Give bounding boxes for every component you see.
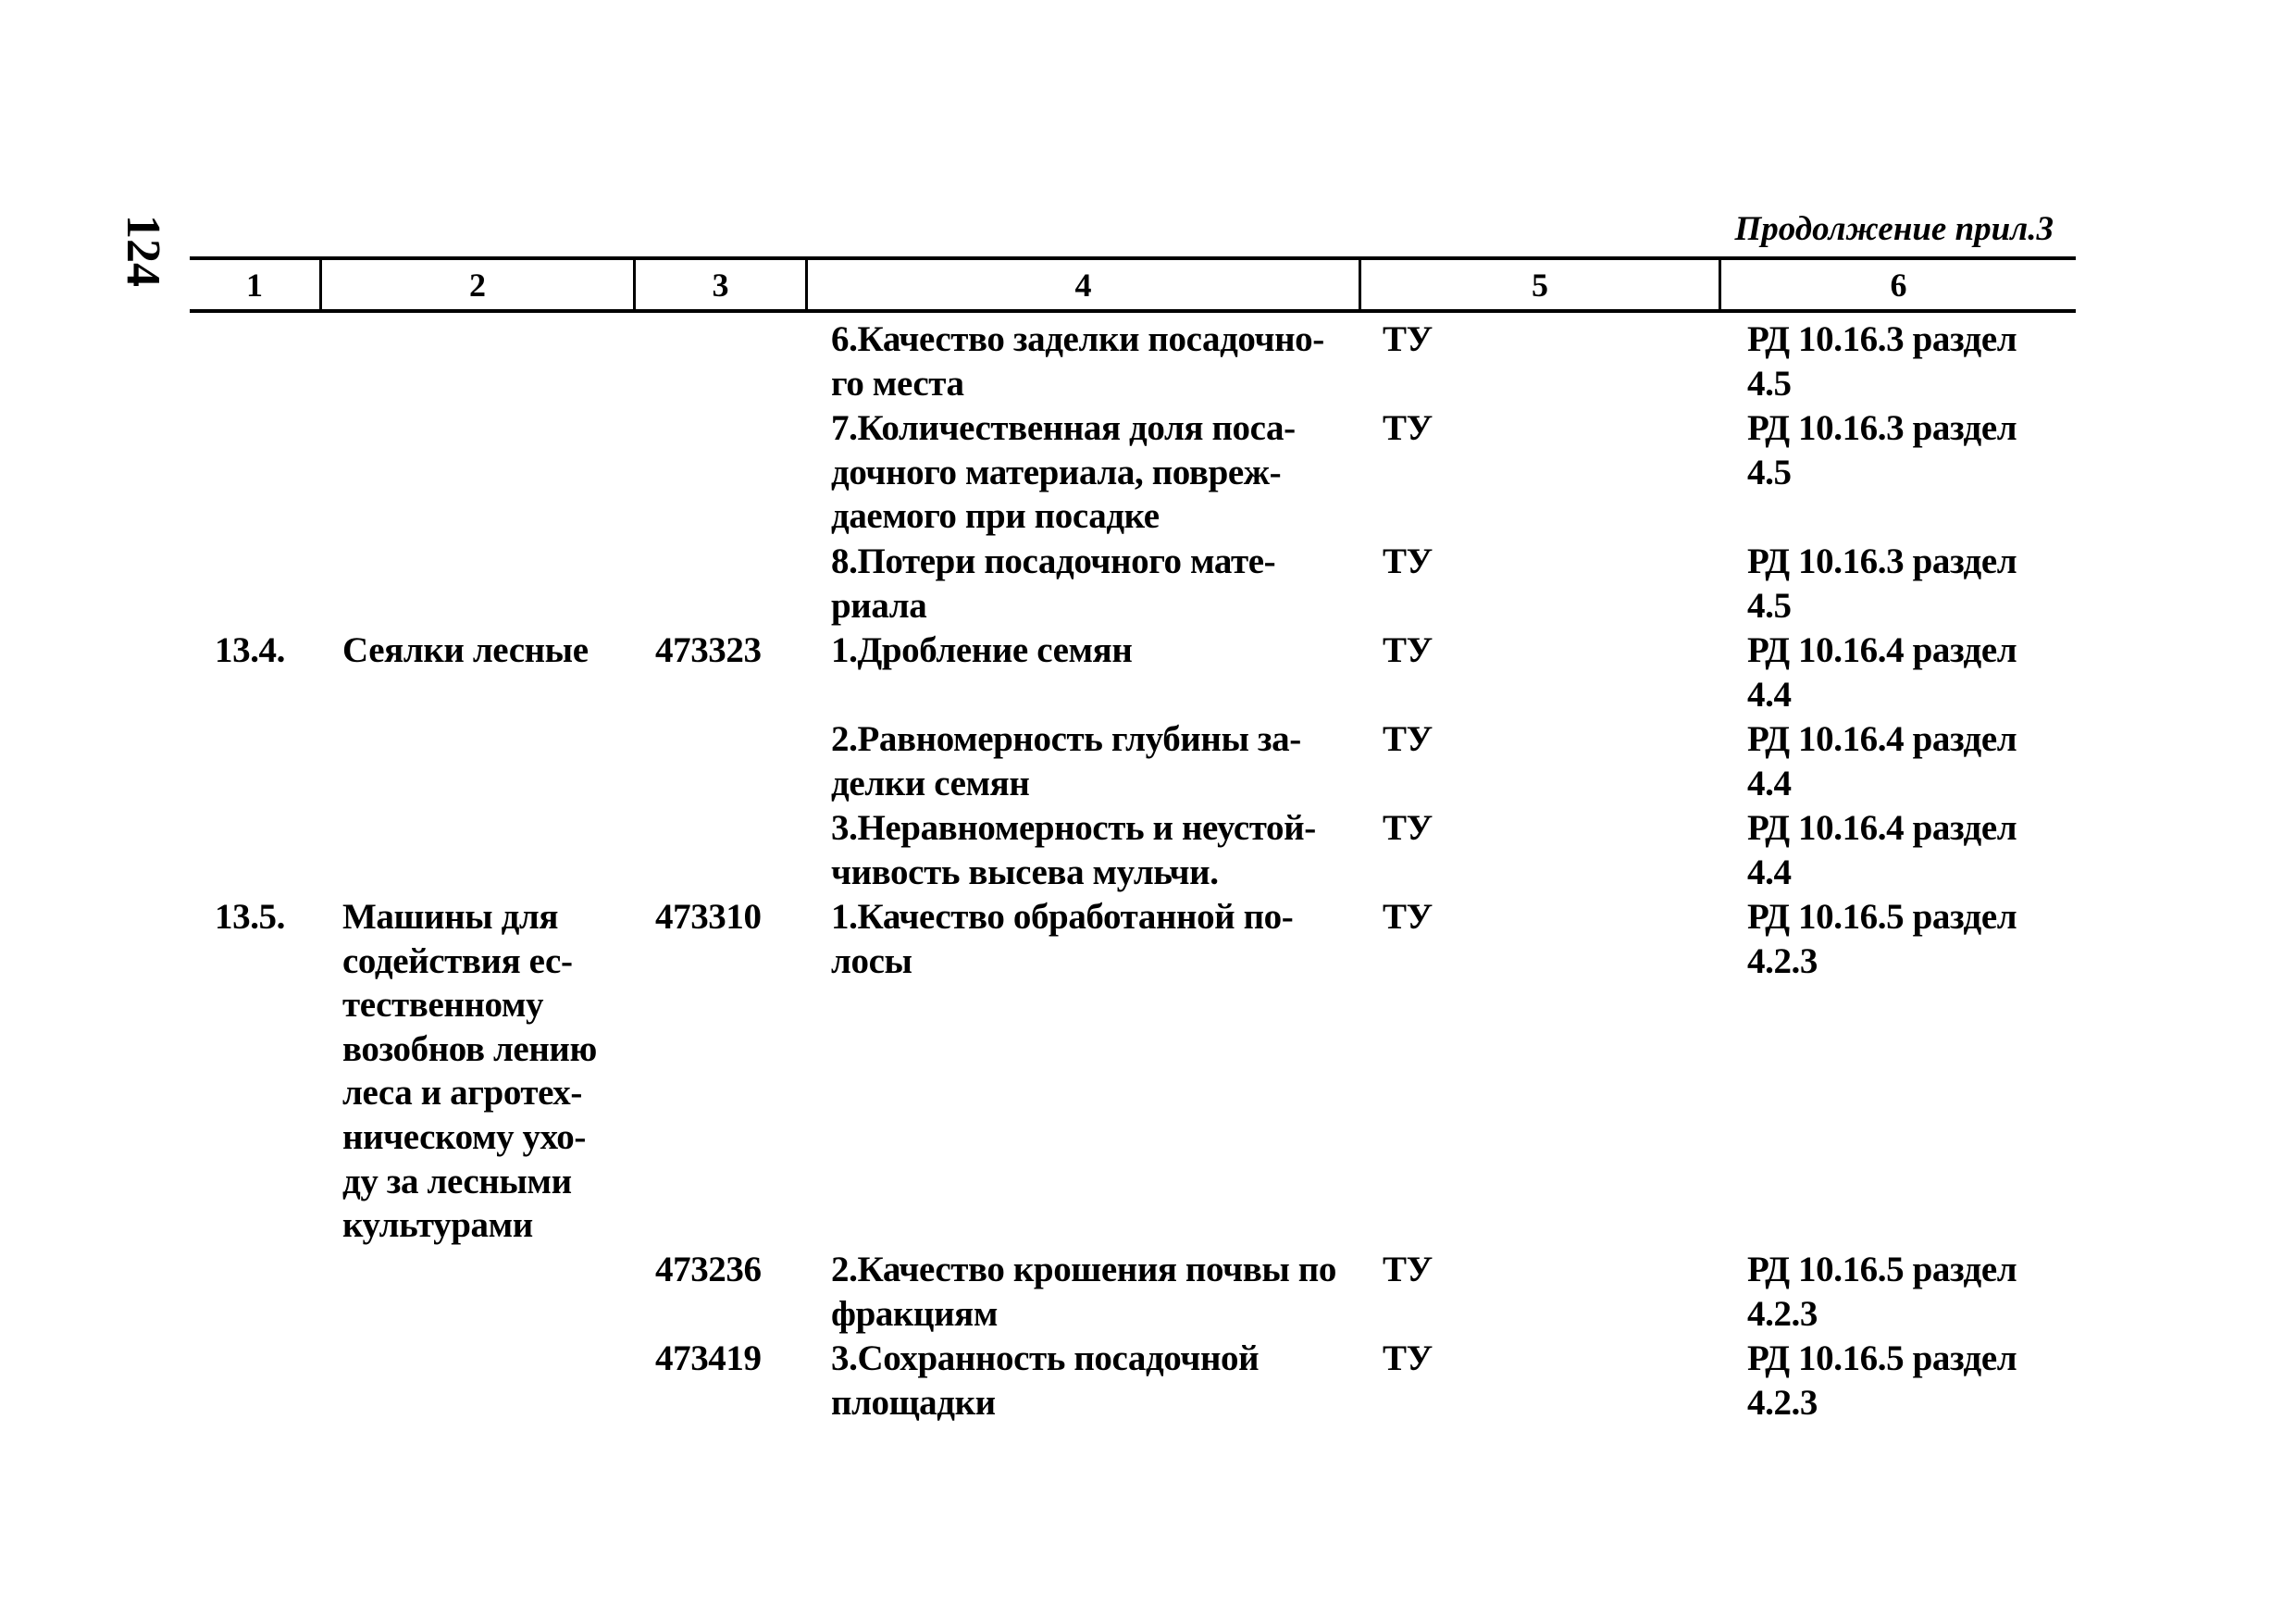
table-cell-col-4: 3.Неравномерность и неустой- чивость высева мульчи. bbox=[831, 808, 1316, 892]
table-cell-col-3: 473310 bbox=[655, 897, 762, 937]
header-col-5: 5 bbox=[1532, 267, 1548, 304]
table-cell-col-5: ТУ bbox=[1383, 408, 1433, 448]
table-cell-col-1: 13.5. bbox=[215, 897, 286, 937]
table-cell-col-4: 2.Качество крошения почвы по фракциям bbox=[831, 1250, 1336, 1334]
table-cell-col-3: 473419 bbox=[655, 1338, 762, 1378]
table-cell-col-5: ТУ bbox=[1383, 1250, 1433, 1289]
table-cell-col-4: 3.Сохранность посадочной площадки bbox=[831, 1338, 1260, 1423]
table-cell-col-6: РД 10.16.4 раздел 4.4 bbox=[1747, 808, 2017, 892]
page-number: 124 bbox=[117, 215, 169, 287]
table-cell-col-3: 473323 bbox=[655, 630, 762, 670]
table-cell-col-6: РД 10.16.5 раздел 4.2.3 bbox=[1747, 1250, 2017, 1334]
table-cell-col-4: 6.Качество заделки посадочно- го места bbox=[831, 319, 1324, 404]
table-cell-col-4: 2.Равномерность глубины за- делки семян bbox=[831, 719, 1301, 803]
table-cell-col-4: 1.Дробление семян bbox=[831, 630, 1133, 670]
table-cell-col-6: РД 10.16.3 раздел 4.5 bbox=[1747, 408, 2017, 492]
table-cell-col-6: РД 10.16.3 раздел 4.5 bbox=[1747, 541, 2017, 626]
table-cell-col-5: ТУ bbox=[1383, 541, 1433, 581]
header-col-1: 1 bbox=[246, 267, 263, 304]
table-cell-col-5: ТУ bbox=[1383, 897, 1433, 937]
table-cell-col-4: 1.Качество обработанной по- лосы bbox=[831, 897, 1294, 981]
table-cell-col-6: РД 10.16.3 раздел 4.5 bbox=[1747, 319, 2017, 404]
table-cell-col-5: ТУ bbox=[1383, 319, 1433, 359]
table-cell-col-6: РД 10.16.5 раздел 4.2.3 bbox=[1747, 897, 2017, 981]
table-cell-col-6: РД 10.16.5 раздел 4.2.3 bbox=[1747, 1338, 2017, 1423]
table-cell-col-1: 13.4. bbox=[215, 630, 286, 670]
table-cell-col-6: РД 10.16.4 раздел 4.4 bbox=[1747, 719, 2017, 803]
table-cell-col-5: ТУ bbox=[1383, 808, 1433, 848]
table-cell-col-3: 473236 bbox=[655, 1250, 762, 1289]
table-cell-col-2: Машины для содействия ес- тественному возобнов лению леса и агротех- ническому ухо- ду за лесными культурами bbox=[342, 897, 597, 1246]
continuation-label: Продолжение прил.3 bbox=[1734, 210, 2054, 248]
table-cell-col-2: Сеялки лесные bbox=[342, 630, 589, 670]
table-cell-col-5: ТУ bbox=[1383, 630, 1433, 670]
header-col-6: 6 bbox=[1890, 267, 1907, 304]
header-col-4: 4 bbox=[1074, 267, 1092, 304]
table-cell-col-4: 8.Потери посадочного мате- риала bbox=[831, 541, 1276, 626]
table-cell-col-6: РД 10.16.4 раздел 4.4 bbox=[1747, 630, 2017, 715]
header-col-3: 3 bbox=[712, 267, 729, 304]
header-col-2: 2 bbox=[469, 267, 486, 304]
table-cell-col-4: 7.Количественная доля поса- дочного материала, повреж- даемого при посадке bbox=[831, 408, 1296, 537]
table-header-rule bbox=[190, 309, 2076, 313]
table-cell-col-5: ТУ bbox=[1383, 719, 1433, 759]
table-top-rule bbox=[190, 256, 2076, 260]
table-cell-col-5: ТУ bbox=[1383, 1338, 1433, 1378]
